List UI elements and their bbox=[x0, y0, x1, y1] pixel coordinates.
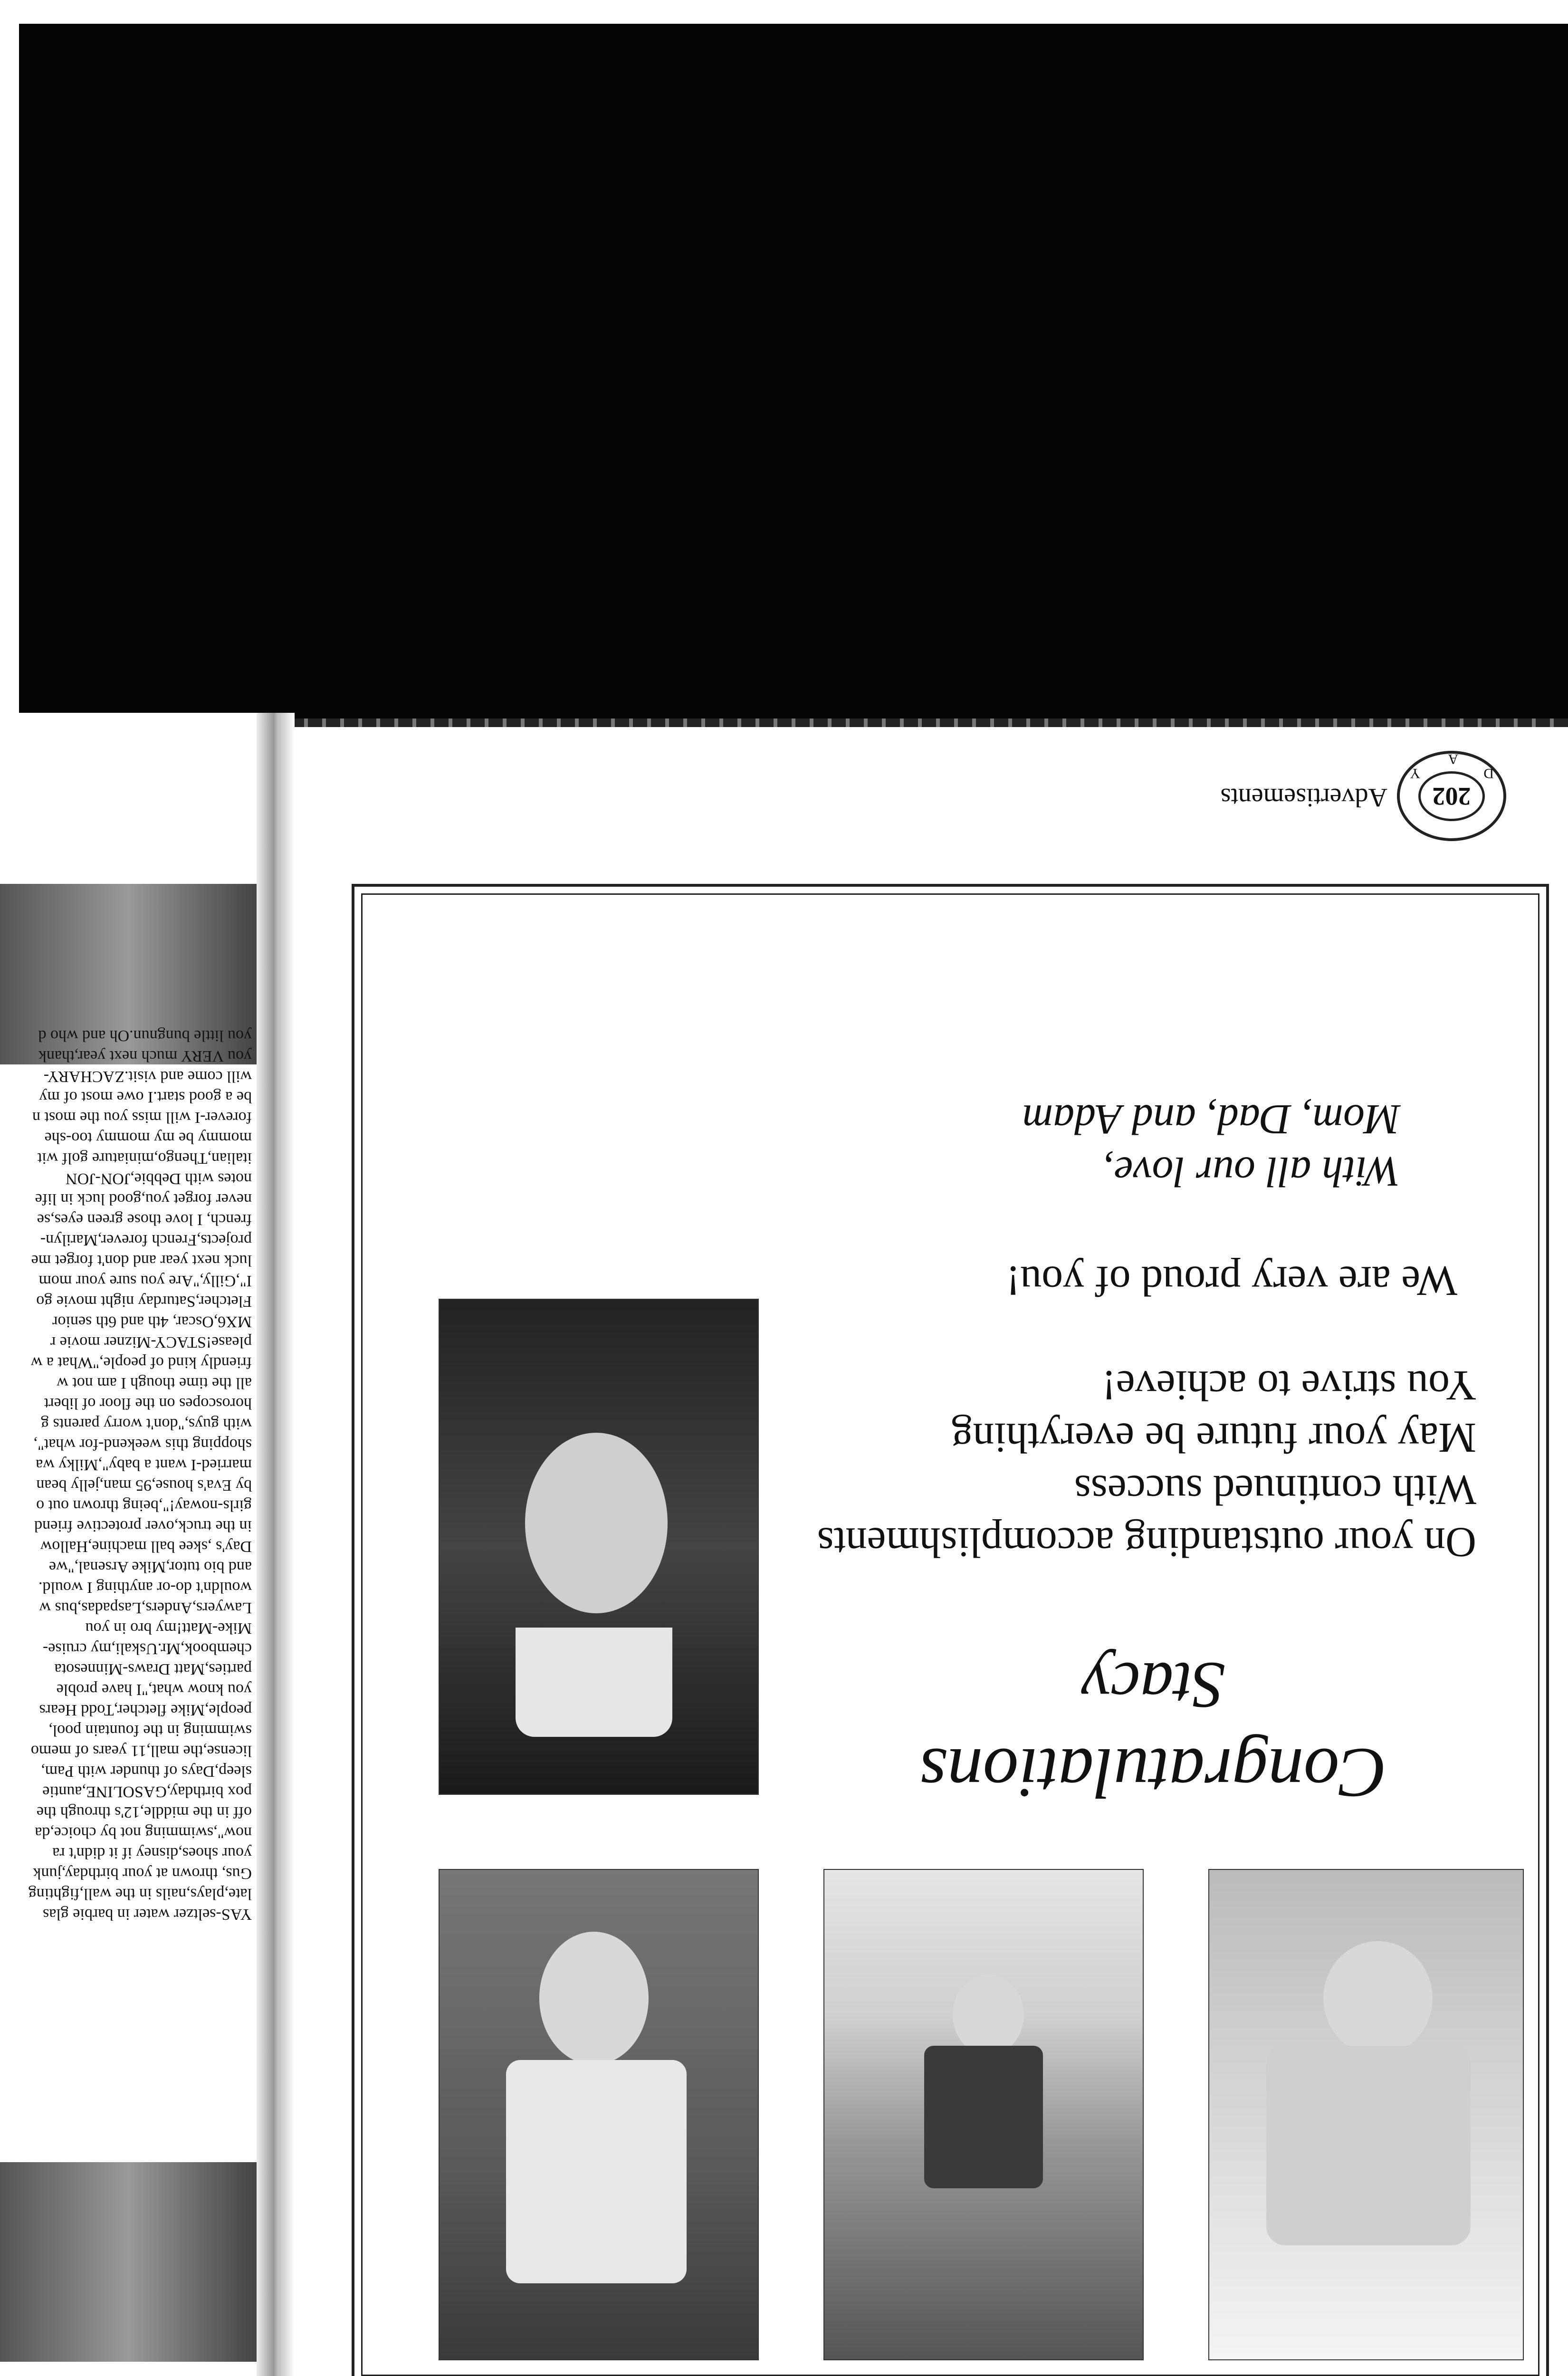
neighbor-text-line: late,plays,nails in the wall,fighting bbox=[28, 1885, 252, 1903]
neighbor-text-line: chembook,Mr.Uskali,my cruise- bbox=[42, 1640, 252, 1657]
neighbor-text-line: notes with Debbie,JON-JON bbox=[66, 1170, 252, 1188]
page-number: 202 bbox=[1418, 771, 1485, 821]
page-folio bbox=[1079, 746, 1506, 841]
baby-photo bbox=[1208, 1869, 1524, 2360]
folio-ring-letter: Y bbox=[1410, 766, 1420, 781]
neighbor-text-line: now",swimming not by choice,da bbox=[35, 1824, 252, 1841]
section-label: Advertisements bbox=[1220, 783, 1387, 812]
neighbor-text-line: you little bungnun.Oh and who d bbox=[38, 1027, 252, 1044]
neighbor-text-line: horoscopes on the floor of libert bbox=[44, 1395, 252, 1412]
ad-title: Congratulations bbox=[919, 1734, 1387, 1812]
neighbor-text-line: shopping this weekend-for what", bbox=[33, 1436, 252, 1453]
senior-portrait-photo bbox=[439, 1299, 759, 1795]
neighbor-text-line: by Eva's house,95 man,jelly bean bbox=[36, 1476, 252, 1494]
neighbor-text-line: license,the mall,11 years of memo bbox=[30, 1742, 252, 1760]
neighbor-text-line: never forget you,good luck in life bbox=[35, 1190, 252, 1208]
neighbor-text-line: parties,Matt Draws-Minnesota bbox=[54, 1660, 252, 1678]
neighbor-text-line: with guys,"don't worry parents g bbox=[40, 1415, 252, 1433]
message-line: With continued success bbox=[1074, 1466, 1476, 1514]
neighbor-text-line: your shoes,disney if it didn't ra bbox=[52, 1844, 252, 1862]
childhood-photo bbox=[823, 1869, 1144, 2360]
pride-line: We are very proud of you! bbox=[1006, 1257, 1457, 1304]
neighbor-text-line: Gus, thrown at your birthday,junk bbox=[33, 1865, 252, 1882]
neighbor-page-text bbox=[5, 879, 252, 1925]
neighbor-text-line: off in the middle,12's through the bbox=[36, 1803, 252, 1821]
neighbor-text-line: please!STACY-Mizner movie r bbox=[50, 1333, 252, 1351]
neighbor-text-line: Day's ,skee ball machine,Hallow bbox=[40, 1538, 252, 1555]
folio-ring-letter: A bbox=[1448, 751, 1458, 767]
neighbor-text-line: friendly kind of people,"What a w bbox=[30, 1354, 252, 1371]
ad-inner-border bbox=[361, 893, 1539, 2376]
neighbor-text-line: french, I love those green eyes,se bbox=[37, 1211, 252, 1228]
neighbor-text-line: will come and visit.ZACHARY- bbox=[43, 1068, 252, 1085]
neighbor-text-line: girls-noway!",being thrown out o bbox=[36, 1497, 252, 1514]
neighbor-text-line: swimming in the fountain pool, bbox=[48, 1722, 252, 1739]
ad-recipient-name: Stacy bbox=[1081, 1648, 1225, 1722]
neighbor-text-line: italian,Thengo,miniature golf wit bbox=[37, 1150, 252, 1167]
neighbor-text-line: wouldn't do-or anything I would. bbox=[38, 1579, 252, 1596]
congratulations-ad bbox=[352, 884, 1549, 2376]
neighbor-text-line: YAS-seltzer water in barbie glas bbox=[43, 1906, 252, 1923]
neighbor-text-line: MX6,Oscar, 4th and 6th senior bbox=[52, 1313, 252, 1331]
neighbor-text-line: luck next year and don't forget me bbox=[31, 1252, 252, 1269]
neighbor-text-line: mommy be my mommy too-she bbox=[44, 1129, 252, 1147]
neighbor-text-line: you VERY much next year,thank bbox=[38, 1047, 252, 1065]
message-line: On your outstanding accomplishments bbox=[817, 1519, 1476, 1566]
dark-photo-area bbox=[19, 24, 1568, 722]
message-line: You strive to achieve! bbox=[1101, 1362, 1476, 1409]
neighbor-text-line: sleep,Days of thunder with Pam, bbox=[41, 1763, 252, 1780]
neighbor-text-line: be a good start.I owe most of my bbox=[39, 1088, 252, 1106]
neighbor-text-line: pox birthday,GASOLINE,auntie bbox=[42, 1783, 252, 1801]
ad-text bbox=[783, 911, 1524, 1814]
folio-ring-letter: D bbox=[1483, 766, 1494, 781]
neighbor-text-line: forever-I will miss you the most n bbox=[32, 1109, 252, 1126]
message-line: May your future be everything bbox=[951, 1414, 1476, 1461]
signature-line: Mom, Dad, and Adam bbox=[1022, 1096, 1400, 1143]
graduation-photo bbox=[439, 1869, 759, 2360]
neighbor-text-line: Mike-Matt!my bro in you bbox=[85, 1619, 252, 1637]
neighbor-photo bbox=[0, 2162, 257, 2362]
neighbor-text-line: married-I want a baby",Milky wa bbox=[36, 1456, 252, 1474]
neighbor-text-line: I",Gilly,"Are you sure your mom bbox=[38, 1272, 252, 1290]
neighbor-text-line: in the truck,over protective friend bbox=[34, 1517, 252, 1535]
neighbor-text-line: and bio tutor,Mike Arsenal,"we bbox=[48, 1558, 252, 1576]
neighbor-text-line: Fletcher,Saturday night movie go bbox=[36, 1293, 252, 1310]
book-gutter bbox=[257, 713, 295, 2376]
neighbor-text-line: people,Mike fletcher,Todd Hears bbox=[39, 1701, 252, 1719]
neighbor-text-line: you know what,"I have proble bbox=[56, 1681, 252, 1698]
neighbor-text-line: all the time though I am not w bbox=[57, 1374, 252, 1392]
neighbor-text-line: projects,French forever,Marilyn- bbox=[40, 1231, 252, 1249]
closing-line: With all our love, bbox=[1103, 1148, 1400, 1195]
neighbor-text-line: Lawyers,Anders,Laspadas,bus w bbox=[39, 1599, 252, 1617]
